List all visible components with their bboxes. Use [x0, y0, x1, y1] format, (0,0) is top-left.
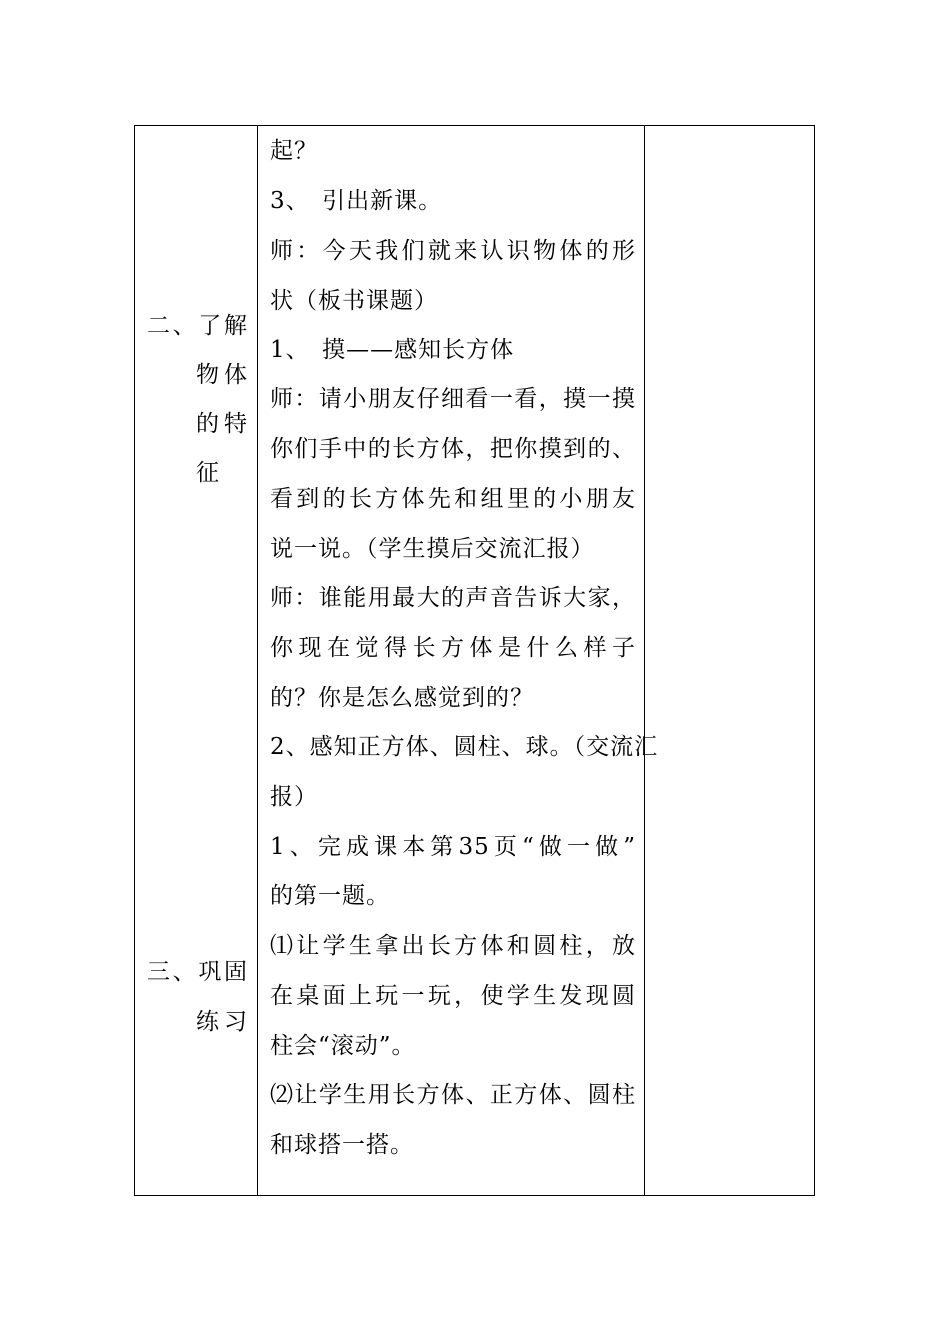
content-line: 1、完成课本第35页“做一做” [270, 834, 636, 860]
content-line: 柱会“滚动”。 [270, 1033, 416, 1059]
content-line: 3、 引出新课。 [270, 188, 443, 214]
content-line: 状（板书课题） [270, 288, 438, 314]
stage-label-understand-line4: 征 [196, 460, 219, 486]
content-line: 和球搭一搭。 [270, 1132, 414, 1158]
content-line: 说一说。（学生摸后交流汇报） [270, 536, 595, 562]
content-line: 在桌面上玩一玩，使学生发现圆 [270, 983, 636, 1009]
content-line: 起？ [270, 138, 318, 164]
content-line: 2、感知正方体、圆柱、球。（交流汇 [270, 734, 659, 760]
content-line: 报） [270, 784, 318, 810]
content-line: 师：谁能用最大的声音告诉大家， [270, 585, 636, 611]
content-line: 的第一题。 [270, 883, 390, 909]
stage-label-understand-line2: 物体 [196, 362, 247, 388]
content-line: 看到的长方体先和组里的小朋友 [270, 486, 636, 512]
content-line: 师：今天我们就来认识物体的形 [270, 238, 636, 264]
content-line: ⑴让学生拿出长方体和圆柱，放 [270, 933, 636, 959]
content-line: 师：请小朋友仔细看一看，摸一摸 [270, 386, 636, 412]
stage-label-understand-line1: 二、了解 [147, 313, 247, 339]
stage-label-practice-line1: 三、巩固 [147, 959, 247, 985]
column-divider-2 [644, 126, 645, 1195]
content-line: ⑵让学生用长方体、正方体、圆柱 [270, 1082, 636, 1108]
stage-label-understand-line3: 的特 [196, 411, 247, 437]
content-line: 1、 摸——感知长方体 [270, 337, 515, 363]
stage-label-practice-line2: 练习 [196, 1009, 247, 1035]
column-divider-1 [257, 126, 258, 1195]
content-line: 的？你是怎么感觉到的？ [270, 685, 534, 711]
content-line: 你现在觉得长方体是什么样子 [270, 635, 636, 661]
content-line: 你们手中的长方体，把你摸到的、 [270, 436, 636, 462]
